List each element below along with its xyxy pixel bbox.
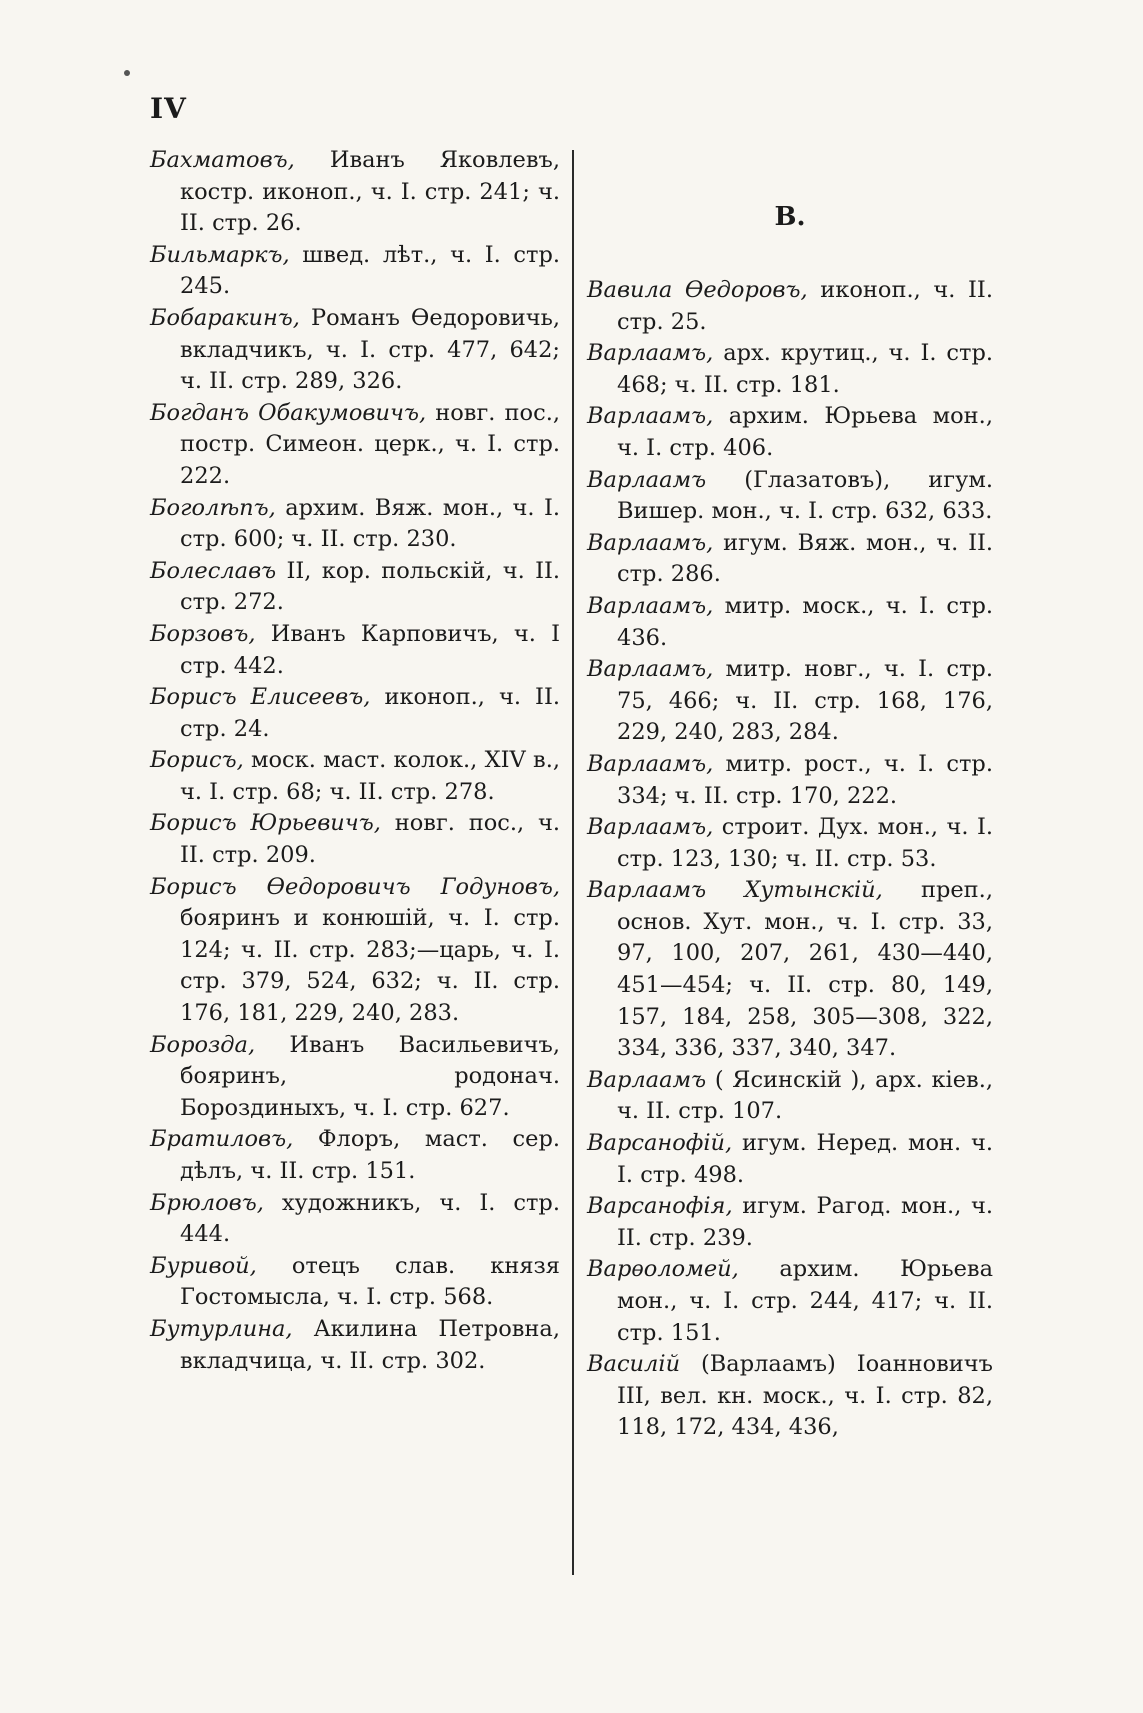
entry-details: иконоп., ч. II. стр. 25. [617,277,993,335]
index-entry [587,1065,993,1128]
entry-name: Вавила Өедоровъ, [587,277,808,303]
entry-details: художникъ, ч. I. стр. 444. [180,1189,560,1248]
index-entry [587,591,993,654]
index-entry [587,1128,993,1191]
index-entry [150,556,560,619]
entry-details: швед. лѣт., ч. I. стр. 245. [180,241,560,300]
entry-details: строит. Дух. мон., ч. I. стр. 123, 130; ч. II. стр. 53. [617,814,993,872]
entry-details: новг. пос., ч. II. стр. 209. [180,810,560,869]
index-entry [150,1188,560,1251]
index-entry [587,1191,993,1254]
entry-details: игум. Нeред. мон. ч. I. стр. 498. [617,1130,993,1188]
entry-name: Брюловъ, [150,1189,264,1216]
entry-details: архим. Вяж. мон., ч. I. стр. 600; ч. II. стр. 230. [180,494,560,553]
entry-details: ( Ясинскій ), арх. кіев., ч. II. стр. 107. [617,1066,993,1125]
page-number: IV [150,92,187,125]
entry-details: Иванъ Карповичъ, ч. I стр. 442. [180,620,560,679]
entry-details: Иванъ Яковлевъ, костр. иконоп., ч. I. стр. 241; ч. II. стр. 26. [180,147,560,237]
index-entry [150,1030,560,1125]
entry-details: новг. пос., постр. Симеон. церк., ч. I. стр. 222. [180,399,561,489]
entry-name: Варлаамъ, [587,340,714,367]
entry-details: игум. Вяж. мон., ч. II. стр. 286. [617,529,993,588]
index-entry [587,1349,993,1444]
entry-name: Бильмаркъ, [150,241,290,268]
entry-details: архим. Юрьева мон., ч. I. стр. 244, 417; ч. II. стр. 151. [617,1256,993,1346]
entry-name: Борзовъ, [150,620,256,647]
index-entry [150,303,560,398]
entry-details: отецъ слав. князя Гостомысла, ч. I. стр. 568. [180,1252,560,1311]
entry-details: игум. Рагод. мон., ч. II. стр. 239. [617,1193,993,1251]
entry-name: Борозда, [150,1031,256,1058]
index-entry [587,749,993,812]
index-entry [150,240,560,303]
index-entry [587,654,993,749]
index-entry [150,682,560,745]
entry-name: Боголѣпъ, [150,494,276,521]
entry-details: преп., основ. Хут. мон., ч. I. стр. 33, 97, 100, 207, 261, 430—440, 451—454; ч. II. стр. 80, 149, 157, 184, 258, 305—308, 322, 334, 336, 337, 340, 347. [617,877,993,1062]
entry-name: Бобаракинъ, [150,304,300,331]
entry-name: Варѳоломей, [587,1256,739,1283]
index-entry [150,1314,560,1377]
entry-name: Буривой, [150,1252,257,1279]
entry-name: Борисъ Юрьевичъ, [150,810,381,837]
entry-details: Иванъ Васильевичъ, бояринъ, родонач. Бороздиныхъ, ч. I. стр. 627. [180,1031,560,1121]
right-entries [587,275,993,1444]
index-entry [150,745,560,808]
entry-name: Болеславъ [150,557,277,584]
index-entry [150,1251,560,1314]
section-letter: В. [774,202,806,232]
entry-name: Борисъ, [150,747,244,774]
entry-name: Варлаамъ, [587,592,714,619]
index-entry [587,1254,993,1349]
index-entry [150,1124,560,1187]
entry-name: Варлаамъ [587,466,707,493]
entry-details: (Варлаамъ) Іоанновичъ III, вел. кн. моск., ч. I. стр. 82, 118, 172, 434, 436, [617,1351,993,1441]
index-entry [587,812,993,875]
index-entry [587,338,993,401]
entry-name: Варлаамъ, [587,403,714,430]
entry-name: Василій [587,1351,681,1378]
entry-details: архим. Юрьева мон., ч. I. стр. 406. [617,403,993,461]
entry-name: Варлаамъ, [587,529,714,556]
entry-name: Варсанофія, [587,1193,733,1220]
ink-speck [124,70,130,76]
entry-details: Акилина Петровна, вкладчица, ч. II. стр. 302. [180,1315,560,1374]
index-entry [150,808,560,871]
column-divider [572,150,574,1575]
entry-details: Романъ Өедоровичь, вкладчикъ, ч. I. стр. 477, 642; ч. II. стр. 289, 326. [180,304,560,395]
entry-name: Бутурлина, [150,1315,293,1342]
entry-details: Флоръ, маст. сер. дѣлъ, ч. II. стр. 151. [180,1126,560,1184]
index-entry [587,275,993,338]
entry-name: Братиловъ, [150,1126,294,1153]
entry-details: (Глазатовъ), игум. Вишер. мон., ч. I. стр. 632, 633. [617,466,993,525]
index-entry [150,493,560,556]
entry-name: Бахматовъ, [150,147,295,173]
entry-name: Борисъ Өедоровичъ Годуновъ, [150,873,560,900]
entry-name: Богданъ Обакумовичъ, [150,399,427,426]
index-column-right [587,145,993,1444]
entry-name: Варлаамъ, [587,656,714,683]
entry-details: митр. рост., ч. I. стр. 334; ч. II. стр. 170, 222. [617,750,993,809]
index-entry [150,145,560,240]
entry-details: митр. новг., ч. I. стр. 75, 466; ч. II. стр. 168, 176, 229, 240, 283, 284. [617,656,993,746]
entry-name: Варлаамъ, [587,814,714,841]
index-entry [150,619,560,682]
index-entry [587,875,993,1065]
entry-details: митр. моск., ч. I. стр. 436. [617,592,993,651]
entry-name: Варсанофій, [587,1130,733,1157]
entry-name: Варлаамъ Хутынскій, [587,877,883,904]
index-entry [587,401,993,464]
index-entry [150,872,560,1030]
index-entry [587,528,993,591]
entry-details: бояринъ и конюшій, ч. I. стр. 124; ч. II. стр. 283;—царь, ч. I. стр. 379, 524, 632; ч. II. стр. 176, 181, 229, 240, 283. [180,905,560,1027]
index-entry [150,398,560,493]
index-column-left [150,145,560,1377]
entry-name: Варлаамъ [587,1066,707,1093]
index-entry [587,465,993,528]
entry-details: II, кор. польскій, ч. II. стр. 272. [180,557,560,616]
entry-name: Борисъ Елисеевъ, [150,684,371,711]
entry-details: моск. маст. колок., XIV в., ч. I. стр. 68; ч. II. стр. 278. [180,747,560,805]
entry-details: иконоп., ч. II. стр. 24. [180,684,560,742]
entry-details: арх. крутиц., ч. I. стр. 468; ч. II. стр. 181. [617,340,993,398]
entry-name: Варлаамъ, [587,750,714,777]
